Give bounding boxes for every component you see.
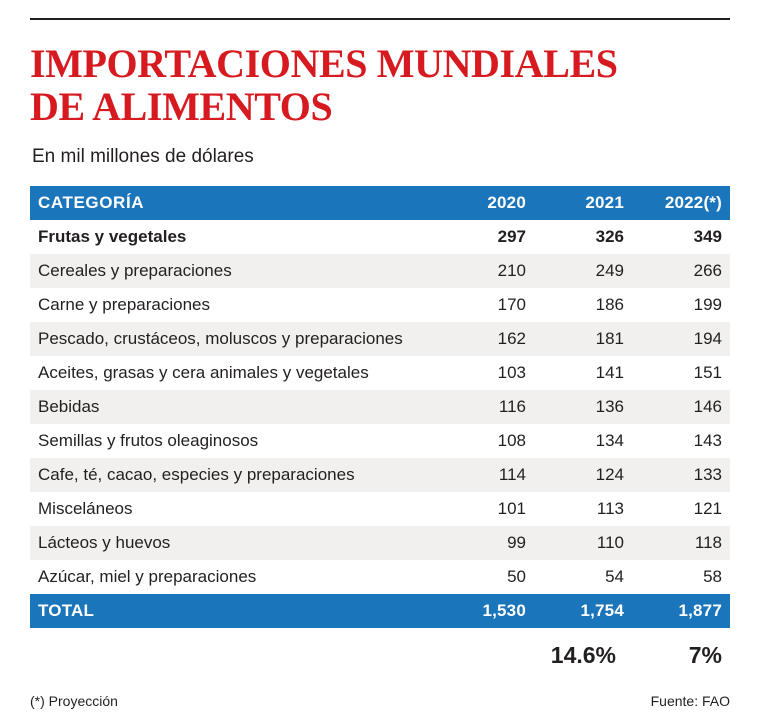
table-row	[30, 458, 730, 492]
column-header-category: CATEGORÍA	[30, 186, 436, 220]
page-title	[30, 42, 730, 128]
row-value-2022: 58	[703, 567, 722, 587]
table-header-row	[30, 186, 730, 220]
row-category: Aceites, grasas y cera animales y vegetales	[38, 363, 369, 383]
row-value-2020: 99	[436, 526, 534, 560]
row-category: Lácteos y huevos	[30, 526, 436, 560]
total-value-2020: 1,530	[436, 594, 534, 628]
total-label: TOTAL	[30, 594, 436, 628]
growth-2022: 7%	[688, 642, 722, 669]
table-body	[30, 220, 730, 628]
table-row	[30, 492, 730, 526]
row-value-2021: 113	[596, 499, 624, 519]
table-row	[30, 220, 730, 254]
table-row	[30, 560, 730, 594]
table-row	[30, 254, 730, 288]
row-value-2022: 151	[693, 363, 722, 383]
row-value-2021: 134	[595, 431, 624, 451]
total-value-2021: 1,754	[534, 594, 632, 628]
page-title-line-1: IMPORTACIONES MUNDIALES	[30, 41, 618, 86]
row-value-2020: 297	[497, 227, 526, 247]
table-row	[30, 356, 730, 390]
row-value-2021: 249	[534, 254, 632, 288]
table-row	[30, 390, 730, 424]
table-row	[30, 288, 730, 322]
imports-table	[30, 186, 730, 628]
infographic-page	[0, 18, 760, 725]
table-row	[30, 526, 730, 560]
table-row	[30, 322, 730, 356]
row-value-2022: 266	[632, 254, 730, 288]
row-category: Carne y preparaciones	[38, 295, 210, 315]
growth-rates	[30, 642, 730, 669]
row-category: Cereales y preparaciones	[30, 254, 436, 288]
row-value-2021: 181	[534, 322, 632, 356]
row-value-2022: 194	[632, 322, 730, 356]
row-value-2021: 110	[534, 526, 632, 560]
page-subtitle: En mil millones de dólares	[32, 146, 254, 168]
top-divider	[30, 18, 730, 20]
row-value-2021: 326	[595, 227, 624, 247]
row-value-2020: 50	[507, 567, 526, 587]
row-value-2021: 136	[534, 390, 632, 424]
row-category: Semillas y frutos oleaginosos	[38, 431, 259, 451]
row-value-2021: 54	[605, 567, 624, 587]
row-value-2020: 103	[497, 363, 526, 383]
row-value-2020: 170	[497, 295, 526, 315]
row-value-2021: 124	[534, 458, 632, 492]
column-header-2022: 2022(*)	[632, 186, 730, 220]
row-value-2022: 146	[632, 390, 730, 424]
row-category: Azúcar, miel y preparaciones	[38, 567, 257, 587]
row-value-2021: 141	[595, 363, 624, 383]
growth-2021: 14.6%	[550, 642, 616, 669]
row-value-2020: 108	[497, 431, 526, 451]
table-header	[30, 186, 730, 220]
row-category: Pescado, crustáceos, moluscos y preparaciones	[30, 322, 436, 356]
row-value-2020: 210	[436, 254, 534, 288]
row-value-2020: 114	[436, 458, 534, 492]
row-value-2021: 186	[595, 295, 624, 315]
total-value-2022: 1,877	[632, 594, 730, 628]
row-value-2020: 101	[497, 499, 526, 519]
source-label: Fuente: FAO	[650, 693, 730, 710]
row-value-2022: 349	[693, 227, 722, 247]
row-category: Bebidas	[30, 390, 436, 424]
column-header-2021: 2021	[534, 186, 632, 220]
row-value-2022: 199	[693, 295, 722, 315]
row-category: Frutas y vegetales	[38, 227, 187, 247]
row-value-2022: 133	[632, 458, 730, 492]
row-value-2020: 162	[436, 322, 534, 356]
table-total-row	[30, 594, 730, 628]
row-category: Cafe, té, cacao, especies y preparaciones	[30, 458, 436, 492]
footnote: (*) Proyección	[30, 693, 118, 710]
row-category: Misceláneos	[38, 499, 133, 519]
footer	[30, 669, 730, 709]
row-value-2020: 116	[436, 390, 534, 424]
row-value-2022: 143	[693, 431, 722, 451]
page-title-line-2: DE ALIMENTOS	[30, 84, 333, 130]
column-header-2020: 2020	[436, 186, 534, 220]
table-row	[30, 424, 730, 458]
row-value-2022: 118	[632, 526, 730, 560]
row-value-2022: 121	[693, 499, 722, 519]
